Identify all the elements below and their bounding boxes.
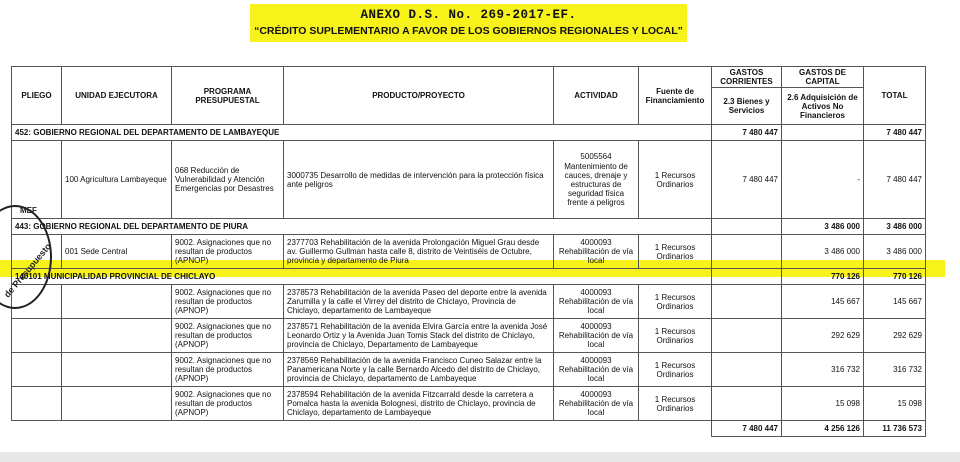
col-activos: 2.6 Adquisición de Activos No Financieros: [782, 88, 864, 125]
table-row: 9002. Asignaciones que no resultan de productos (APNOP) 2378571 Rehabilitación de la avenida Elvira García entre la avenida José Leonardo Ortiz y la Avenida Juan Tomis Stack del distrito de Chiclayo, provincia de Chiclayo, Departamento de Lambayeque 4000093 Rehabilitación de vía local 1 Recursos Ordinarios 292 629 292 629: [12, 319, 926, 353]
col-programa: PROGRAMA PRESUPUESTAL: [172, 67, 284, 125]
col-actividad: ACTIVIDAD: [554, 67, 639, 125]
annex-subtitle: “CRÉDITO SUPLEMENTARIO A FAVOR DE LOS GOBIERNOS REGIONALES Y LOCAL”: [254, 25, 683, 37]
section-row: 443: GOBIERNO REGIONAL DEL DEPARTAMENTO DE PIURA 3 486 000 3 486 000: [12, 219, 926, 235]
totals-row: [12, 421, 926, 437]
col-total: TOTAL: [864, 67, 926, 125]
grand-total: 11 736 573: [864, 421, 926, 437]
table-row: 9002. Asignaciones que no resultan de productos (APNOP) 2378569 Rehabilitación de la avenida Francisco Cuneo Salazar entre la Panamericana Norte y la calle Bernardo Alcedo del distrito de Chiclayo, provincia de Chiclayo, departamento de Lambayeque 4000093 Rehabilitación de vía local 1 Recursos Ordinarios 316 732 316 732: [12, 353, 926, 387]
annex-title: ANEXO D.S. No. 269-2017-EF.: [360, 8, 577, 22]
section-title: 452: GOBIERNO REGIONAL DEL DEPARTAMENTO DE LAMBAYEQUE: [12, 125, 712, 141]
col-fuente: Fuente de Financiamiento: [639, 67, 712, 125]
section-row: 452: GOBIERNO REGIONAL DEL DEPARTAMENTO DE LAMBAYEQUE 7 480 447 7 480 447: [12, 125, 926, 141]
page-edge: [0, 452, 960, 462]
table-row: 9002. Asignaciones que no resultan de productos (APNOP) 2378594 Rehabilitación de la avenida Fitzcarrald desde la carretera a Pomalca hasta la avenida Bolognesi, distrito de Chiclayo, provincia de Chiclayo, departamento de Lambayeque 4000093 Rehabilitación de vía local 1 Recursos Ordinarios 15 098 15 098: [12, 387, 926, 421]
section-row: 140101 MUNICIPALIDAD PROVINCIAL DE CHICLAYO 770 126 770 126: [12, 269, 926, 285]
col-unidad: UNIDAD EJECUTORA: [62, 67, 172, 125]
table-row: 9002. Asignaciones que no resultan de productos (APNOP) 2378573 Rehabilitación de la avenida Paseo del deporte entre la avenida Zarumilla y la calle el Virrey del distrito de Chiclayo, Provincia de Chiclayo, departamento de Lambayeque 4000093 Rehabilitación de vía local 1 Recursos Ordinarios 145 667 145 667: [12, 285, 926, 319]
budget-table: [11, 66, 926, 437]
col-bienes: 2.3 Bienes y Servicios: [712, 88, 782, 125]
table-row: 100 Agricultura Lambayeque 068 Reducción de Vulnerabilidad y Atención Emergencias por Desastres 3000735 Desarrollo de medidas de intervención para la protección física ante peligros 5005564 Mantenimiento de cauces, drenaje y estructuras de seguridad física frente a peligros 1 Recursos Ordinarios 7 480 447 - 7 480 447: [12, 141, 926, 219]
col-pliego: PLIEGO: [12, 67, 62, 125]
section-title: 140101 MUNICIPALIDAD PROVINCIAL DE CHICLAYO: [12, 269, 712, 285]
stamp-label-top: MEF: [20, 206, 37, 215]
col-gastos-corrientes: GASTOS CORRIENTES: [712, 67, 782, 88]
col-gastos-capital: GASTOS DE CAPITAL: [782, 67, 864, 88]
stamp-label: de Presupuesto: [2, 241, 54, 300]
total-capital: 4 256 126: [782, 421, 864, 437]
section-title: 443: GOBIERNO REGIONAL DEL DEPARTAMENTO DE PIURA: [12, 219, 712, 235]
table-row: 001 Sede Central 9002. Asignaciones que no resultan de productos (APNOP) 2377703 Rehabilitación de la avenida Prolongación Miguel Grau desde av. Guillermo Gullman hasta calle 8, distrito de Veintiséis de Octubre, provincia y departamento de Piura 4000093 Rehabilitación de vía local 1 Recursos Ordinarios 3 486 000 3 486 000: [12, 235, 926, 269]
col-producto: PRODUCTO/PROYECTO: [284, 67, 554, 125]
total-corrientes: 7 480 447: [712, 421, 782, 437]
